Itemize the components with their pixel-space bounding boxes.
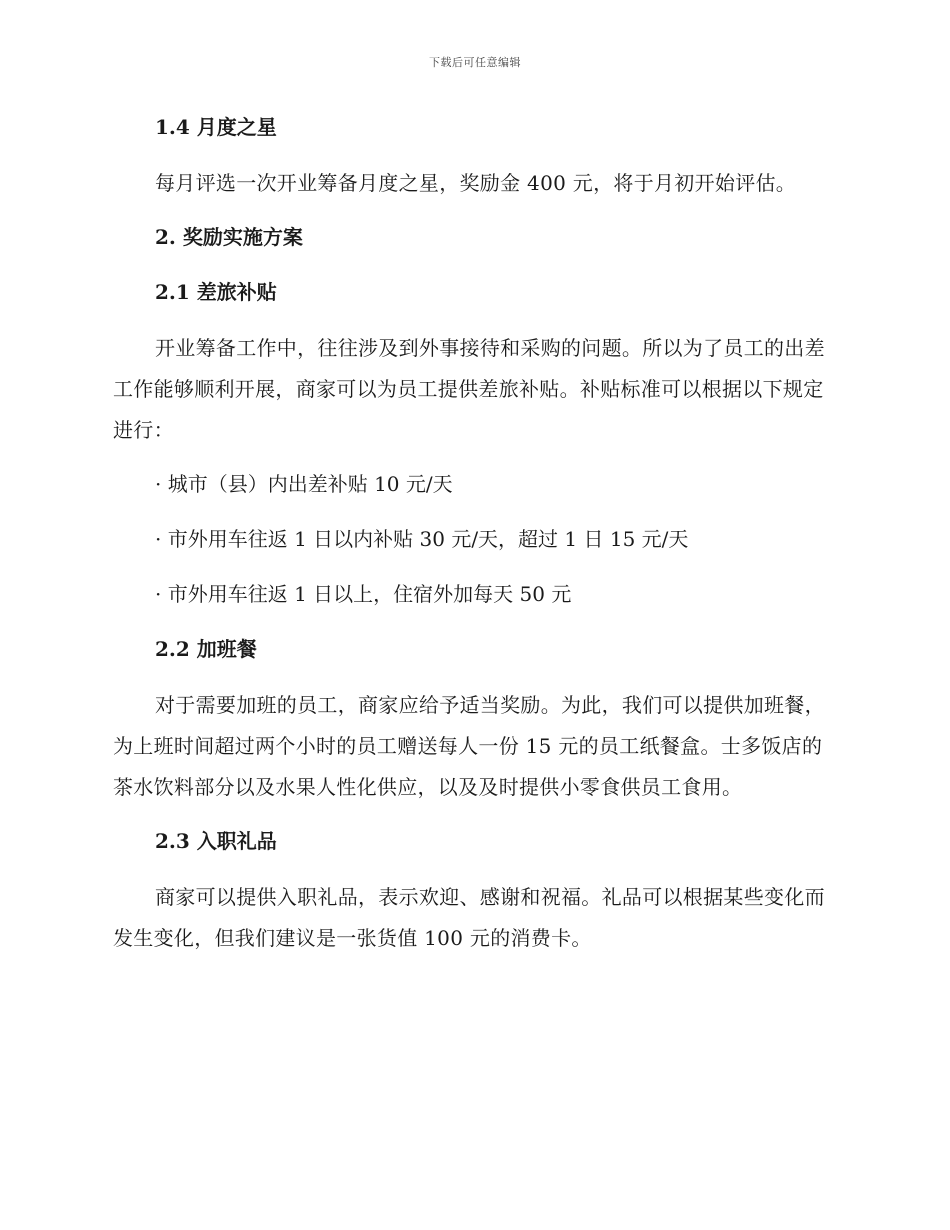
heading-2-3: 2.3 入职礼品 (155, 829, 277, 853)
document-body (113, 108, 837, 959)
heading-1-4: 1.4 月度之星 (155, 115, 277, 139)
list-item: · 市外用车往返 1 日以内补贴 30 元/天，超过 1 日 15 元/天 (155, 527, 689, 551)
list-item: · 城市（县）内出差补贴 10 元/天 (155, 472, 453, 496)
paragraph-travel-allowance: 开业筹备工作中，往往涉及到外事接待和采购的问题。所以为了员工的出差工作能够顺利开展，商家可以为员工提供差旅补贴。补贴标准可以根据以下规定进行： (113, 336, 825, 442)
paragraph-overtime-meal: 对于需要加班的员工，商家应给予适当奖励。为此，我们可以提供加班餐，为上班时间超过两个小时的员工赠送每人一份 15 元的员工纸餐盒。士多饭店的茶水饮料部分以及水果人性化供应，以及及时提供小零食供员工食用。 (113, 693, 825, 799)
page-header: 下载后可任意编辑 (429, 56, 521, 69)
paragraph-monthly-star: 每月评选一次开业筹备月度之星，奖励金 400 元，将于月初开始评估。 (155, 171, 797, 195)
heading-2-2: 2.2 加班餐 (155, 637, 257, 661)
paragraph-onboarding-gift: 商家可以提供入职礼品，表示欢迎、感谢和祝福。礼品可以根据某些变化而发生变化，但我们建议是一张货值 100 元的消费卡。 (113, 885, 825, 950)
heading-2-1: 2.1 差旅补贴 (155, 280, 277, 304)
heading-2: 2. 奖励实施方案 (155, 225, 303, 249)
list-item: · 市外用车往返 1 日以上，住宿外加每天 50 元 (155, 582, 572, 606)
